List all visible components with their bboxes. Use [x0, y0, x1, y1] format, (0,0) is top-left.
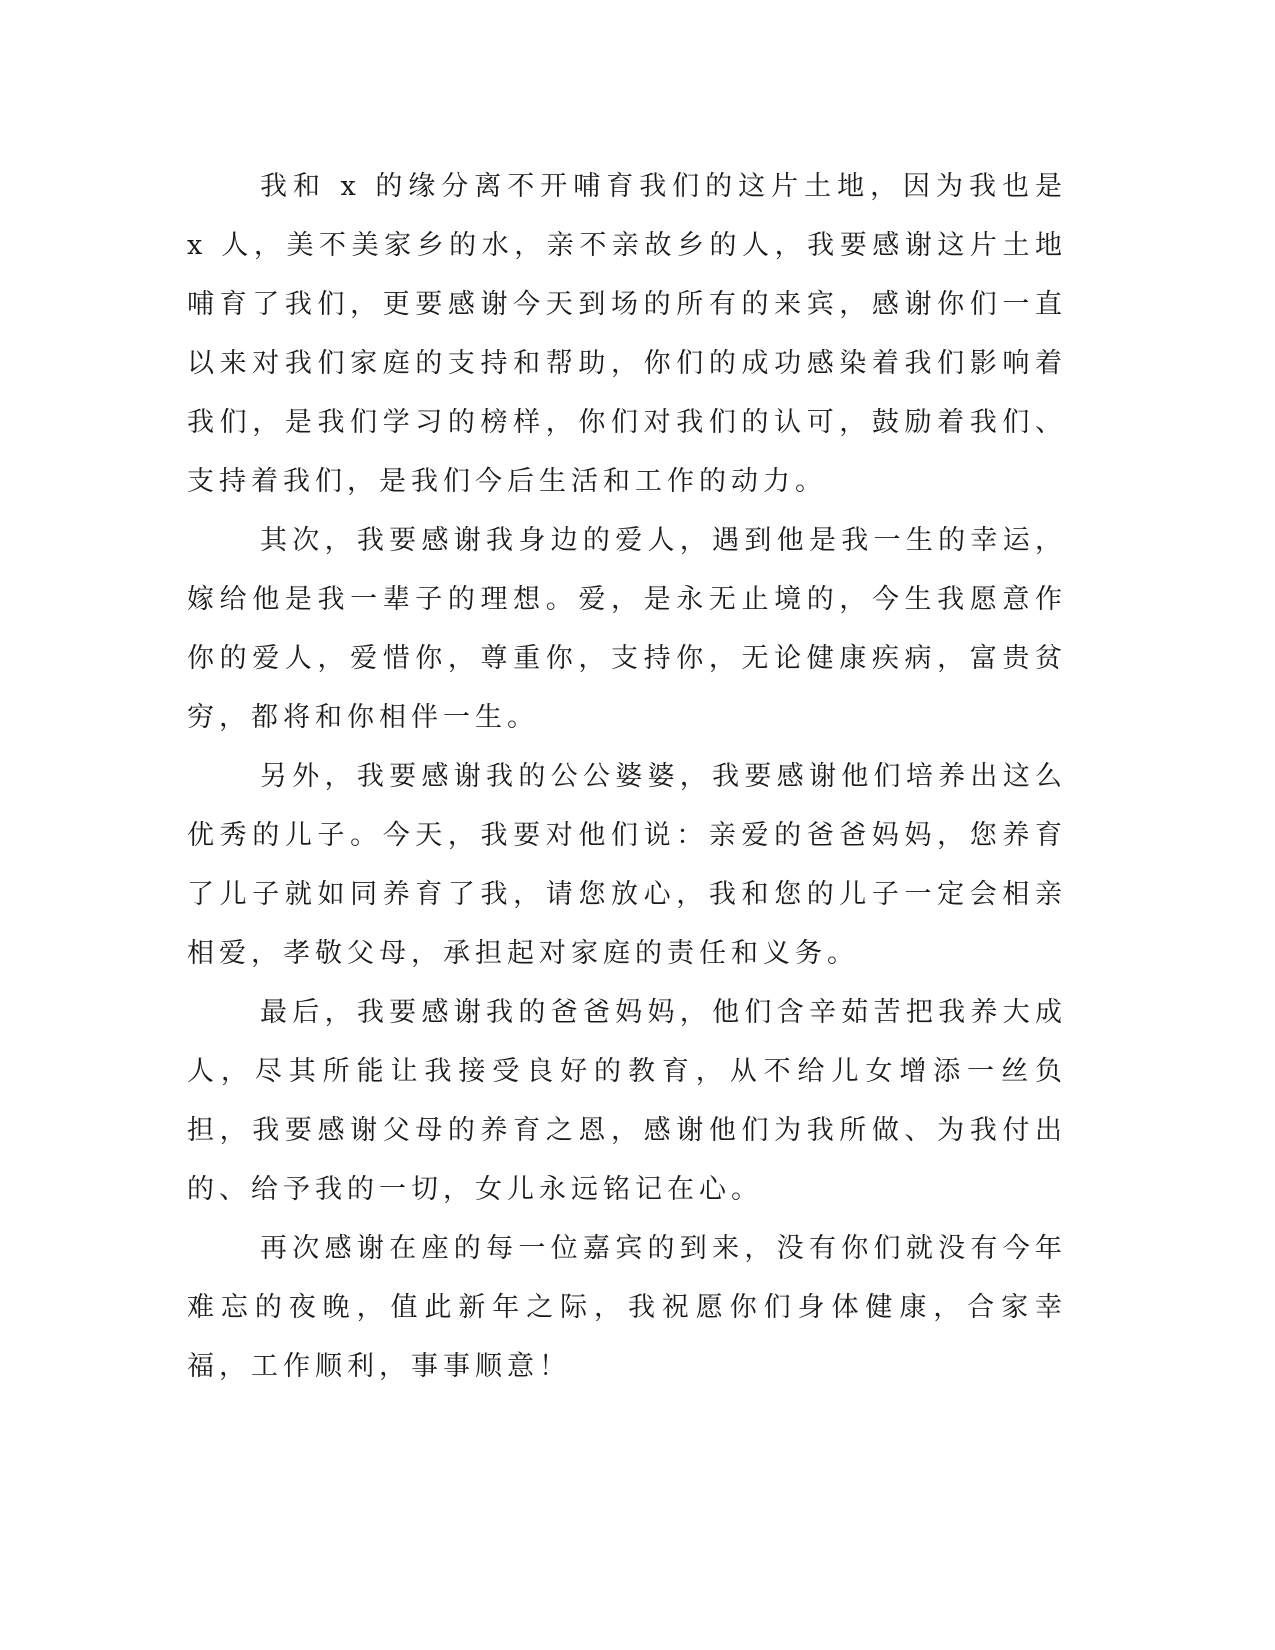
paragraph-gratitude-spouse: 其次，我要感谢我身边的爱人，遇到他是我一生的幸运，嫁给他是我一辈子的理想。爱，是永无止境的，今生我愿意作你的爱人，爱惜你，尊重你，支持你，无论健康疾病，富贵贫穷，都将和你相伴一生。: [187, 525, 1067, 733]
paragraph-gratitude-parents: 最后，我要感谢我的爸爸妈妈，他们含辛茹苦把我养大成人，尽其所能让我接受良好的教育，从不给儿女增添一丝负担，我要感谢父母的养育之恩，感谢他们为我所做、为我付出的、给予我的一切，女儿永远铭记在心。: [187, 997, 1067, 1205]
paragraph-closing-wishes: 再次感谢在座的每一位嘉宾的到来，没有你们就没有今年难忘的夜晚，值此新年之际，我祝愿你们身体健康，合家幸福，工作顺利，事事顺意！: [187, 1233, 1067, 1382]
paragraph-gratitude-in-laws: 另外，我要感谢我的公公婆婆，我要感谢他们培养出这么优秀的儿子。今天，我要对他们说：亲爱的爸爸妈妈，您养育了儿子就如同养育了我，请您放心，我和您的儿子一定会相亲相爱，孝敬父母，承担起对家庭的责任和义务。: [187, 761, 1067, 969]
paragraph-gratitude-hometown: 我和 x 的缘分离不开哺育我们的这片土地，因为我也是 x 人，美不美家乡的水，亲不亲故乡的人，我要感谢这片土地哺育了我们，更要感谢今天到场的所有的来宾，感谢你们一直以来对我们家庭的支持和帮助，你们的成功感染着我们影响着我们，是我们学习的榜样，你们对我们的认可，鼓励着我们、支持着我们，是我们今后生活和工作的动力。: [187, 171, 1067, 497]
speech-body: [187, 157, 1067, 1396]
